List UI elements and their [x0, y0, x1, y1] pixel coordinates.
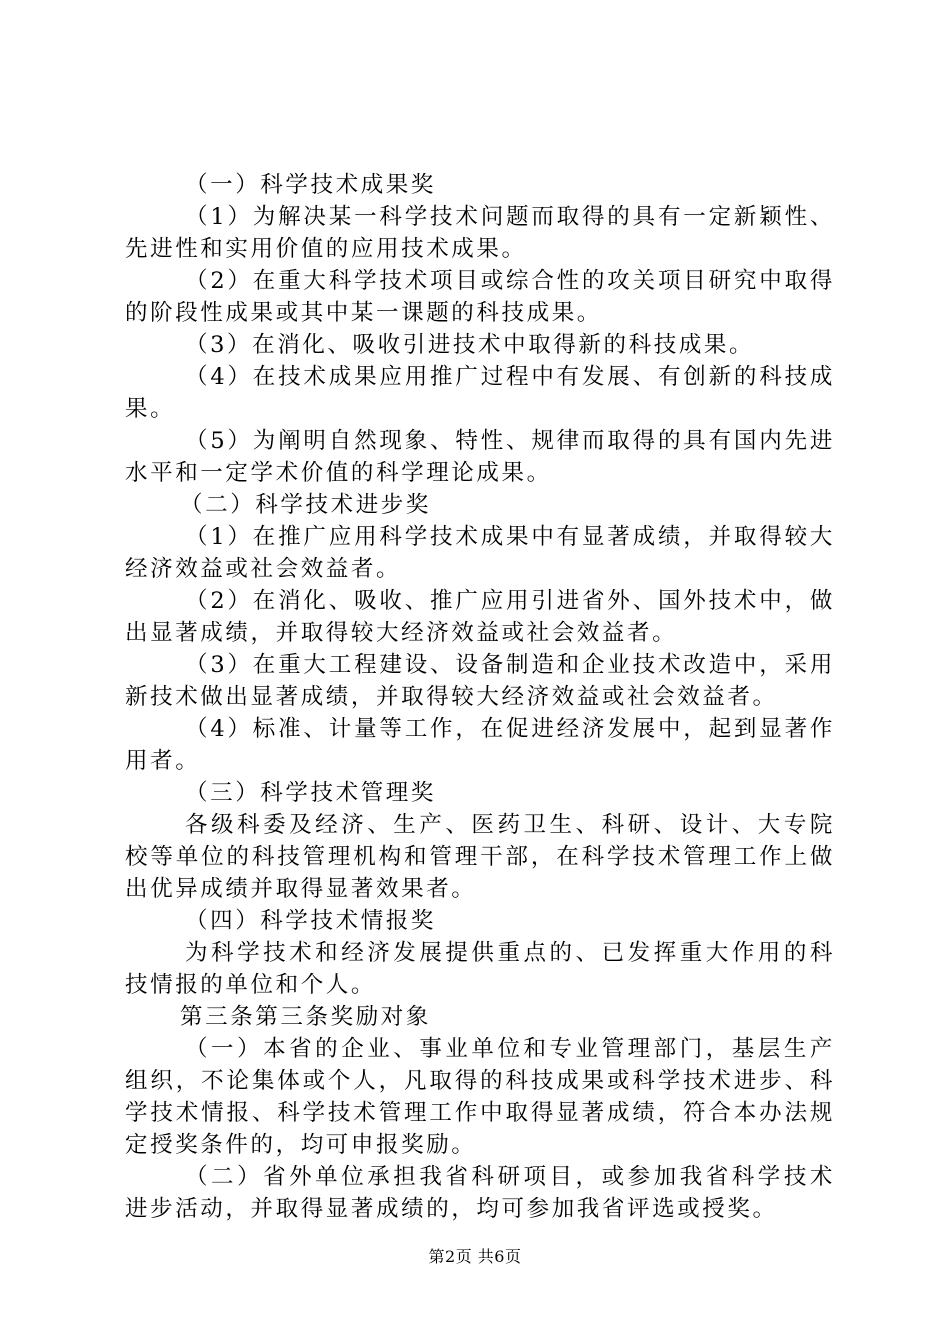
page-footer: [0, 1244, 950, 1267]
page-number: 第2页: [428, 1247, 473, 1266]
paragraph-body-3: 各级科委及经济、生产、医药卫生、科研、设计、大专院校等单位的科技管理机构和管理干部，在科学技术管理工作上做出优异成绩并取得显著效果者。: [125, 812, 835, 902]
paragraph-item-1-5: （5）为阐明自然现象、特性、规律而取得的具有国内先进水平和一定学术价值的科学理论成果。: [125, 428, 835, 486]
document-body: [125, 169, 835, 1225]
section-heading-4: （四）科学技术情报奖: [185, 908, 437, 934]
section-heading-1: （一）科学技术成果奖: [185, 172, 437, 198]
page-total: 共6页: [477, 1247, 522, 1266]
paragraph-item-1-2: （2）在重大科学技术项目或综合性的攻关项目研究中取得的阶段性成果或其中某一课题的科技成果。: [125, 268, 835, 326]
paragraph-article-3-1: （一）本省的企业、事业单位和专业管理部门，基层生产组织，不论集体或个人，凡取得的科技成果或科学技术进步、科学技术情报、科学技术管理工作中取得显著成绩，符合本办法规定授奖条件的，均可申报奖励。: [125, 1036, 835, 1158]
paragraph-item-2-4: （4）标准、计量等工作，在促进经济发展中，起到显著作用者。: [125, 716, 835, 774]
paragraph-item-2-3: （3）在重大工程建设、设备制造和企业技术改造中，采用新技术做出显著成绩，并取得较大经济效益或社会效益者。: [125, 652, 835, 710]
paragraph-item-1-1: （1）为解决某一科学技术问题而取得的具有一定新颖性、先进性和实用价值的应用技术成果。: [125, 204, 835, 262]
paragraph-item-1-3: （3）在消化、吸收引进技术中取得新的科技成果。: [185, 332, 755, 358]
section-heading-2: （二）科学技术进步奖: [180, 492, 432, 518]
paragraph-body-4: 为科学技术和经济发展提供重点的、已发挥重大作用的科技情报的单位和个人。: [125, 940, 835, 998]
section-heading-3: （三）科学技术管理奖: [185, 780, 437, 806]
paragraph-item-2-1: （1）在推广应用科学技术成果中有显著成绩，并取得较大经济效益或社会效益者。: [125, 524, 835, 582]
article-heading-3: 第三条第三条奖励对象: [180, 1004, 432, 1030]
paragraph-item-1-4: （4）在技术成果应用推广过程中有发展、有创新的科技成果。: [125, 364, 835, 422]
paragraph-item-2-2: （2）在消化、吸收、推广应用引进省外、国外技术中，做出显著成绩，并取得较大经济效益或社会效益者。: [125, 588, 835, 646]
paragraph-article-3-2: （二）省外单位承担我省科研项目，或参加我省科学技术进步活动，并取得显著成绩的，均可参加我省评选或授奖。: [125, 1164, 835, 1222]
